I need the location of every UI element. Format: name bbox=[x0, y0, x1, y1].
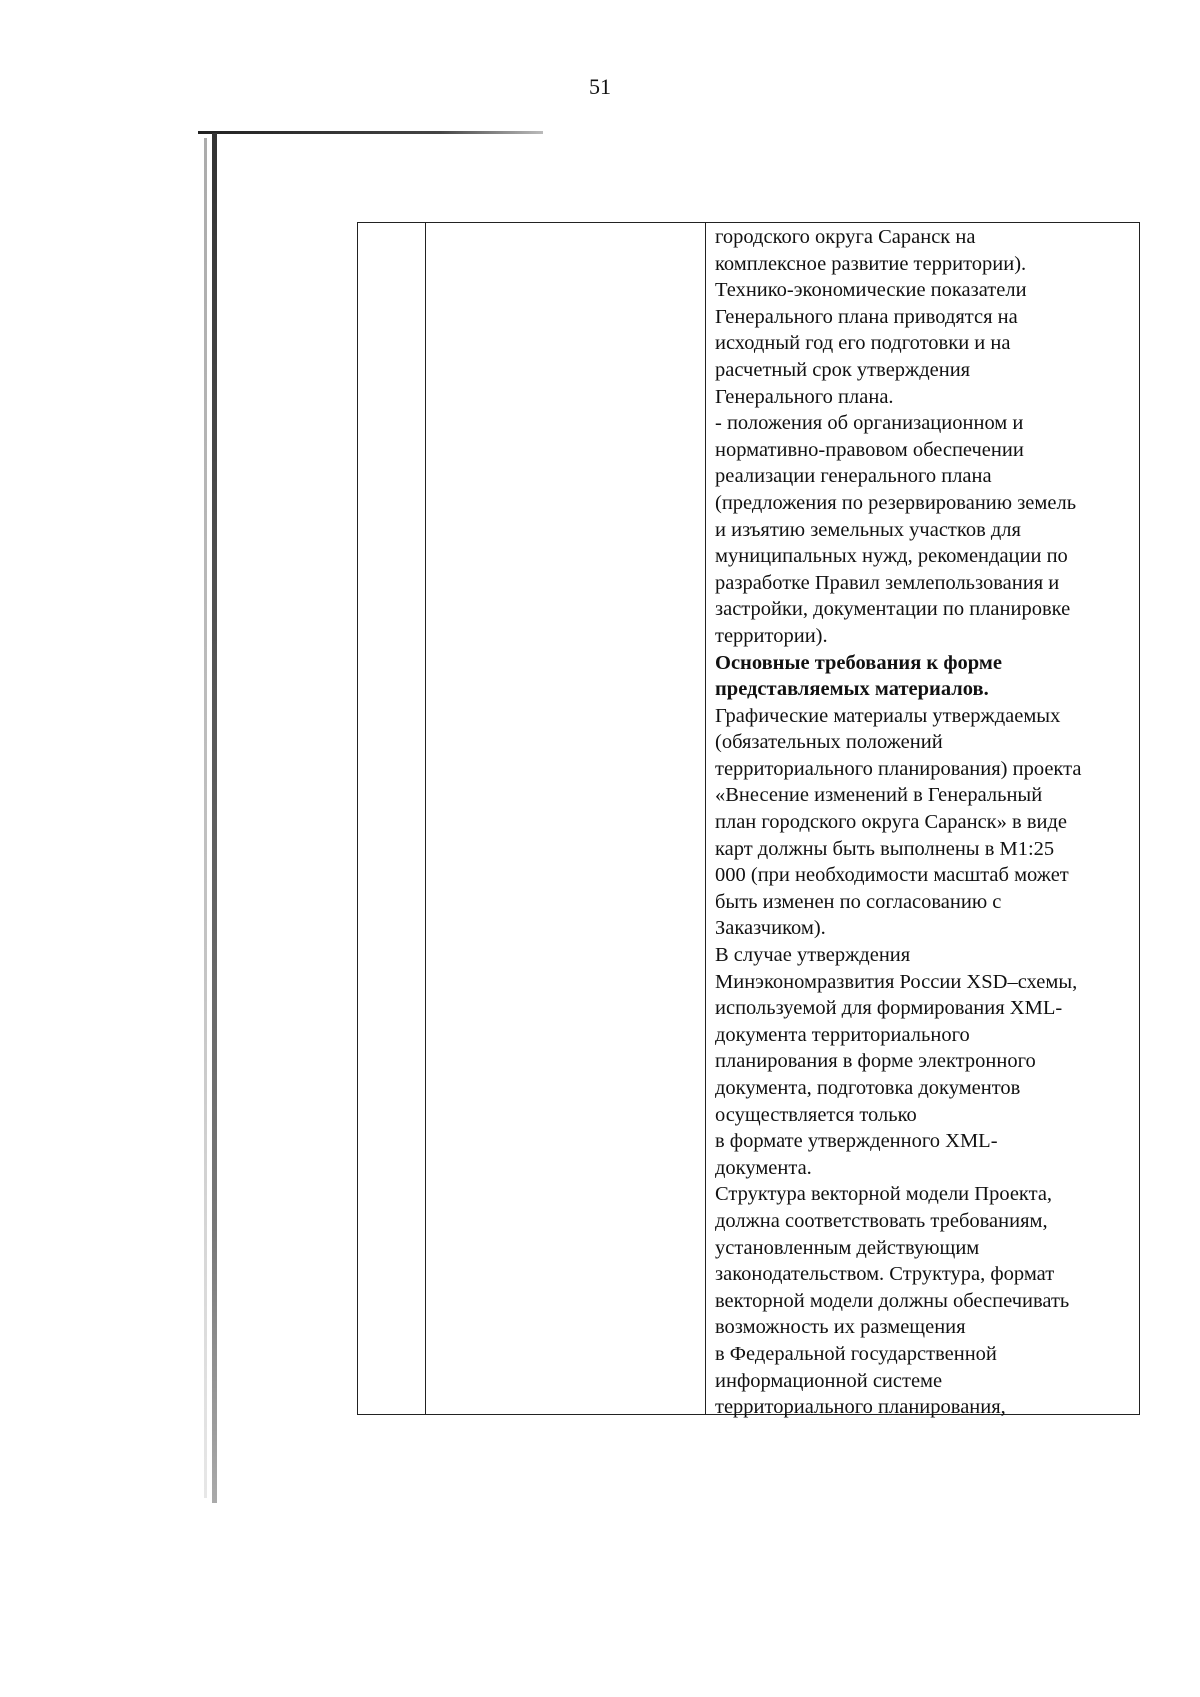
page-number: 51 bbox=[589, 74, 611, 99]
text-line: застройки, документации по планировке bbox=[715, 598, 1071, 621]
text-line: территориального планирования) проекта bbox=[715, 757, 1082, 780]
text-line: Минэкономразвития России XSD–схемы, bbox=[715, 970, 1078, 993]
text-line: нормативно-правовом обеспечении bbox=[715, 438, 1024, 461]
text-line: Генерального плана. bbox=[715, 385, 894, 408]
scan-left-edge bbox=[212, 133, 217, 1503]
text-line: план городского округа Саранск» в виде bbox=[715, 811, 1068, 834]
text-line: разработке Правил землепользования и bbox=[715, 571, 1060, 594]
text-line: территории). bbox=[715, 624, 828, 647]
text-line: территориального планирования, bbox=[715, 1396, 1006, 1419]
text-line: законодательством. Структура, формат bbox=[715, 1263, 1055, 1286]
text-line: муниципальных нужд, рекомендации по bbox=[715, 545, 1068, 568]
text-line: документа территориального bbox=[715, 1023, 970, 1046]
text-line: установленным действующим bbox=[715, 1236, 980, 1259]
text-line: Основные требования к форме bbox=[715, 651, 1002, 674]
text-line: в Федеральной государственной bbox=[715, 1342, 997, 1365]
text-line: комплексное развитие территории). bbox=[715, 252, 1027, 275]
text-line: быть изменен по согласованию с bbox=[715, 890, 1002, 913]
scan-left-shadow bbox=[204, 138, 207, 1498]
text-line: городского округа Саранск на bbox=[715, 226, 976, 248]
text-line: карт должны быть выполнены в М1:25 bbox=[715, 837, 1055, 860]
text-line: представляемых материалов. bbox=[715, 678, 989, 701]
text-line: Технико-экономические показатели bbox=[715, 279, 1027, 302]
text-line: информационной системе bbox=[715, 1369, 943, 1392]
text-line: (обязательных положений bbox=[715, 731, 943, 754]
text-line: документа, подготовка документов bbox=[715, 1077, 1021, 1099]
text-line: «Внесение изменений в Генеральный bbox=[715, 784, 1043, 807]
table-column-divider-2 bbox=[705, 223, 706, 1414]
table-cell-requirements bbox=[715, 224, 1141, 1421]
text-line: Генерального плана приводятся на bbox=[715, 305, 1018, 328]
text-line: и изъятию земельных участков для bbox=[715, 518, 1021, 541]
text-line: осуществляется только bbox=[715, 1103, 917, 1126]
text-line: документа. bbox=[715, 1156, 812, 1179]
scan-top-edge bbox=[198, 131, 543, 134]
text-line: возможность их размещения bbox=[715, 1316, 966, 1339]
text-line: (предложения по резервированию земель bbox=[715, 491, 1077, 514]
text-line: реализации генерального плана bbox=[715, 465, 992, 488]
text-line: исходный год его подготовки и на bbox=[715, 332, 1011, 355]
text-line: - положения об организационном и bbox=[715, 412, 1024, 435]
text-line: планирования в форме электронного bbox=[715, 1050, 1036, 1073]
text-line: в формате утвержденного XML- bbox=[715, 1130, 998, 1153]
text-line: расчетный срок утверждения bbox=[715, 358, 971, 381]
text-line: используемой для формирования XML- bbox=[715, 997, 1063, 1020]
text-line: должна соответствовать требованиям, bbox=[715, 1209, 1048, 1232]
text-line: Графические материалы утверждаемых bbox=[715, 704, 1061, 727]
text-line: векторной модели должны обеспечивать bbox=[715, 1289, 1070, 1312]
text-line: Заказчиком). bbox=[715, 917, 826, 940]
text-line: В случае утверждения bbox=[715, 944, 911, 967]
text-line: 000 (при необходимости масштаб может bbox=[715, 864, 1069, 887]
text-line: Структура векторной модели Проекта, bbox=[715, 1183, 1053, 1206]
document-table bbox=[357, 222, 1140, 1419]
table-column-divider-1 bbox=[425, 223, 426, 1414]
